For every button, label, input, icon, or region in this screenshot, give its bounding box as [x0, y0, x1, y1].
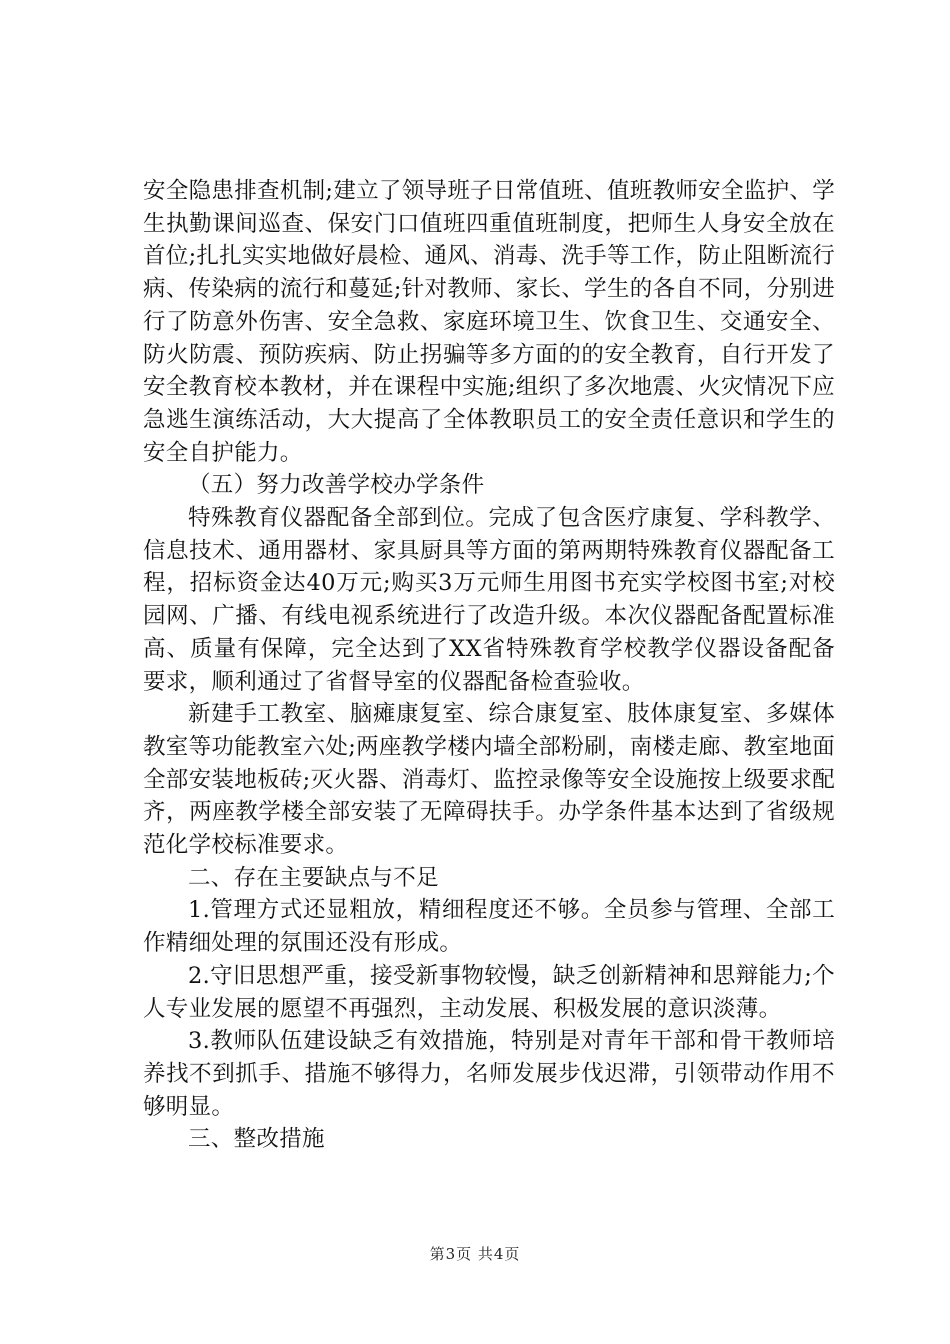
document-body: [143, 175, 835, 1156]
list-item-shortcoming-1: 1.管理方式还显粗放，精细程度还不够。全员参与管理、全部工作精细处理的氛围还没有形成。: [143, 897, 835, 957]
list-item-shortcoming-3: 3.教师队伍建设缺乏有效措施，特别是对青年干部和骨干教师培养找不到抓手、措施不够得力，名师发展步伐迟滞，引领带动作用不够明显。: [143, 1028, 835, 1120]
list-item-shortcoming-2: 2.守旧思想严重，接受新事物较慢，缺乏创新精神和思辩能力;个人专业发展的愿望不再强烈，主动发展、积极发展的意识淡薄。: [143, 962, 835, 1022]
section-heading-rectification: 三、整改措施: [188, 1126, 325, 1153]
paragraph-equipment: 特殊教育仪器配备全部到位。完成了包含医疗康复、学科教学、信息技术、通用器材、家具厨具等方面的第两期特殊教育仪器配备工程，招标资金达40万元;购买3万元师生用图书充实学校图书室;对校园网、广播、有线电视系统进行了改造升级。本次仪器配备配置标准高、质量有保障，完全达到了XX省特殊教育学校教学仪器设备配备要求，顺利通过了省督导室的仪器配备检查验收。: [143, 505, 835, 695]
section-heading-shortcomings: 二、存在主要缺点与不足: [188, 864, 439, 891]
page-footer-number: 第3页 共4页: [429, 1245, 521, 1263]
section-heading-improve-conditions: （五）努力改善学校办学条件: [188, 472, 485, 499]
paragraph-new-classrooms: 新建手工教室、脑瘫康复室、综合康复室、肢体康复室、多媒体教室等功能教室六处;两座教学楼内墙全部粉刷，南楼走廊、教室地面全部安装地板砖;灭火器、消毒灯、监控录像等安全设施按上级要求配齐，两座教学楼全部安装了无障碍扶手。办学条件基本达到了省级规范化学校标准要求。: [143, 701, 835, 859]
paragraph-safety-measures: 安全隐患排查机制;建立了领导班子日常值班、值班教师安全监护、学生执勤课间巡查、保安门口值班四重值班制度，把师生人身安全放在首位;扎扎实实地做好晨检、通风、消毒、洗手等工作，防止阻断流行病、传染病的流行和蔓延;针对教师、家长、学生的各自不同，分别进行了防意外伤害、安全急救、家庭环境卫生、饮食卫生、交通安全、防火防震、预防疾病、防止拐骗等多方面的的安全教育，自行开发了安全教育校本教材，并在课程中实施;组织了多次地震、火灾情况下应急逃生演练活动，大大提高了全体教职员工的安全责任意识和学生的安全自护能力。: [143, 178, 835, 466]
